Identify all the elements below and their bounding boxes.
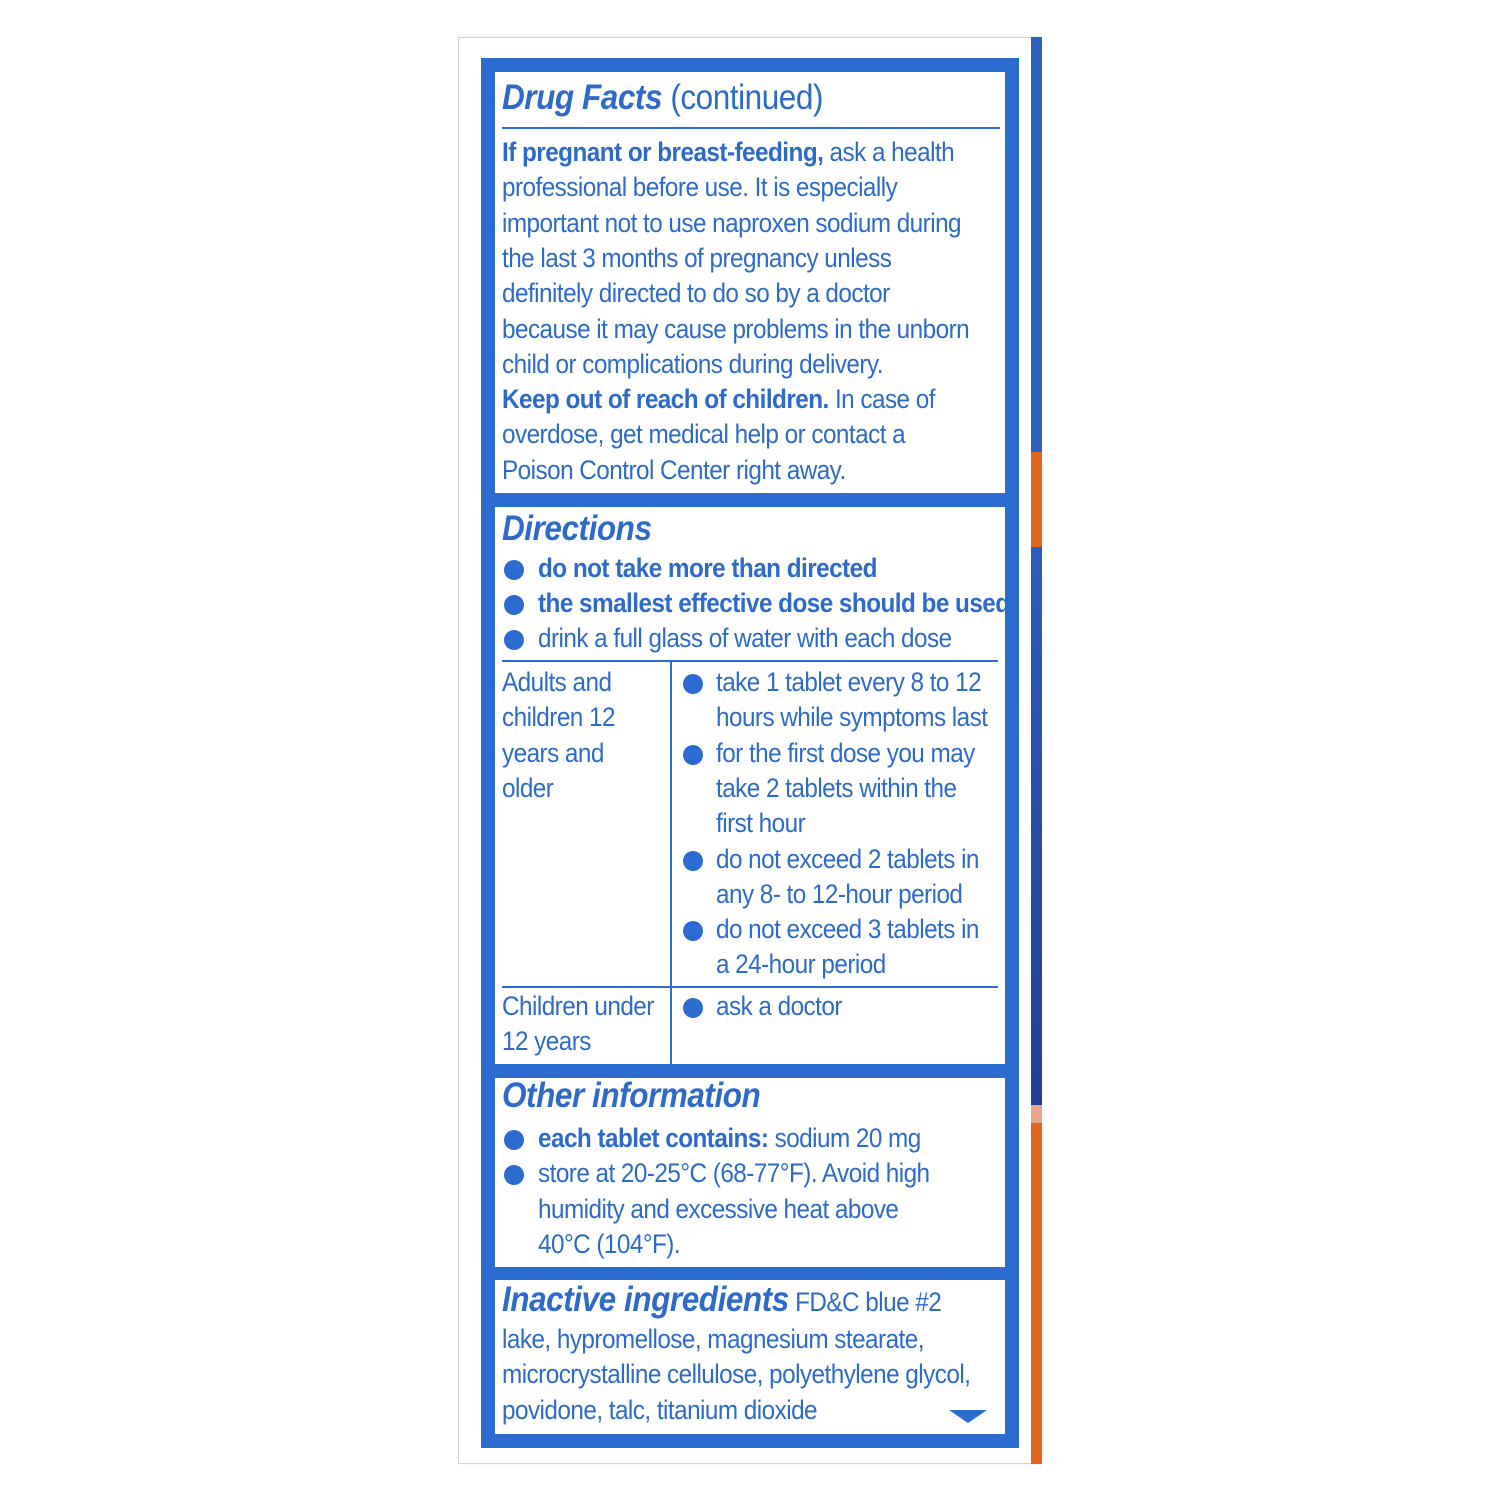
age-group-label: 12 years xyxy=(502,1026,591,1057)
pregnant-warning-text: professional before use. It is especially xyxy=(502,172,898,203)
keep-out-of-reach-heading: Keep out of reach of children. xyxy=(502,384,829,414)
pregnant-warning-text: child or complications during delivery. xyxy=(502,348,883,379)
directions-table-row-rule xyxy=(502,986,998,988)
drug-facts-title: Drug Facts xyxy=(502,78,663,117)
inactive-ingredients-text: microcrystalline cellulose, polyethylene glycol, xyxy=(502,1359,971,1390)
directions-bullet: the smallest effective dose should be used xyxy=(538,588,1010,618)
dosage-instruction: take 2 tablets within the xyxy=(716,772,957,803)
pregnant-warning-text: ask a health xyxy=(829,137,955,167)
edge-stripe-orange-2 xyxy=(1031,1123,1042,1464)
directions-bullet: do not take more than directed xyxy=(538,553,877,583)
directions-panel xyxy=(495,507,1010,1064)
age-group-label: years and xyxy=(502,737,604,768)
drug-facts-warnings-panel xyxy=(495,72,1005,493)
bullet-icon xyxy=(683,921,703,941)
directions-bullet: drink a full glass of water with each dose xyxy=(538,623,952,653)
pregnant-warning-text: definitely directed to do so by a doctor xyxy=(502,278,890,309)
age-group-label: Adults and xyxy=(502,667,612,697)
dosage-instruction: hours while symptoms last xyxy=(716,702,988,733)
down-triangle-icon xyxy=(949,1410,987,1423)
directions-table-column-divider xyxy=(670,662,672,1064)
drug-facts-title-suffix: (continued) xyxy=(670,78,823,117)
pregnant-warning-heading: If pregnant or breast-feeding, xyxy=(502,137,824,167)
edge-stripe-blue-top xyxy=(1031,37,1042,452)
storage-instruction: humidity and excessive heat above xyxy=(538,1193,899,1224)
edge-stripe-orange-1 xyxy=(1031,452,1042,547)
bullet-icon xyxy=(504,1165,524,1185)
bullet-icon xyxy=(504,1130,524,1150)
inactive-ingredients-text: povidone, talc, titanium dioxide xyxy=(502,1394,818,1425)
inactive-ingredients-text: lake, hypromellose, magnesium stearate, xyxy=(502,1324,924,1354)
sodium-content-label: each tablet contains: xyxy=(538,1123,769,1153)
pregnant-warning-text: important not to use naproxen sodium during xyxy=(502,207,962,238)
dosage-instruction: do not exceed 3 tablets in xyxy=(716,914,979,945)
dosage-instruction: any 8- to 12-hour period xyxy=(716,878,963,909)
dosage-instruction: ask a doctor xyxy=(716,991,842,1021)
drug-facts-title-rule xyxy=(502,127,1000,129)
bullet-icon xyxy=(504,630,524,650)
dosage-instruction: for the first dose you may xyxy=(716,737,975,768)
bullet-icon xyxy=(504,560,524,580)
bullet-icon xyxy=(683,674,703,694)
bullet-icon xyxy=(504,595,524,615)
pregnant-warning-text: the last 3 months of pregnancy unless xyxy=(502,242,892,273)
keep-out-of-reach-text: Poison Control Center right away. xyxy=(502,454,846,485)
dosage-instruction: a 24-hour period xyxy=(716,949,886,980)
inactive-ingredients-panel xyxy=(495,1280,1005,1434)
storage-instruction: 40°C (104°F). xyxy=(538,1228,681,1259)
bullet-icon xyxy=(683,998,703,1018)
inactive-ingredients-heading: Inactive ingredients xyxy=(502,1280,789,1319)
directions-heading: Directions xyxy=(502,509,652,548)
dosage-instruction: take 1 tablet every 8 to 12 xyxy=(716,667,982,697)
dosage-instruction: first hour xyxy=(716,808,806,839)
age-group-label: children 12 xyxy=(502,702,615,733)
age-group-label: Children under xyxy=(502,991,654,1021)
other-information-heading: Other information xyxy=(502,1076,761,1115)
sodium-content-value: sodium 20 mg xyxy=(774,1123,921,1153)
edge-stripe-peach xyxy=(1031,1105,1042,1123)
age-group-label: older xyxy=(502,772,554,803)
other-information-panel xyxy=(495,1078,1005,1267)
bullet-icon xyxy=(683,851,703,871)
keep-out-of-reach-text: overdose, get medical help or contact a xyxy=(502,419,906,450)
bullet-icon xyxy=(683,745,703,765)
pregnant-warning-text: because it may cause problems in the unborn xyxy=(502,313,970,344)
edge-stripe-navy xyxy=(1031,547,1042,1105)
storage-instruction: store at 20-25°C (68-77°F). Avoid high xyxy=(538,1158,930,1189)
dosage-instruction: do not exceed 2 tablets in xyxy=(716,843,979,874)
directions-table-top-rule xyxy=(502,660,998,662)
keep-out-of-reach-text: In case of xyxy=(834,384,935,414)
inactive-ingredients-text: FD&C blue #2 xyxy=(795,1287,942,1317)
